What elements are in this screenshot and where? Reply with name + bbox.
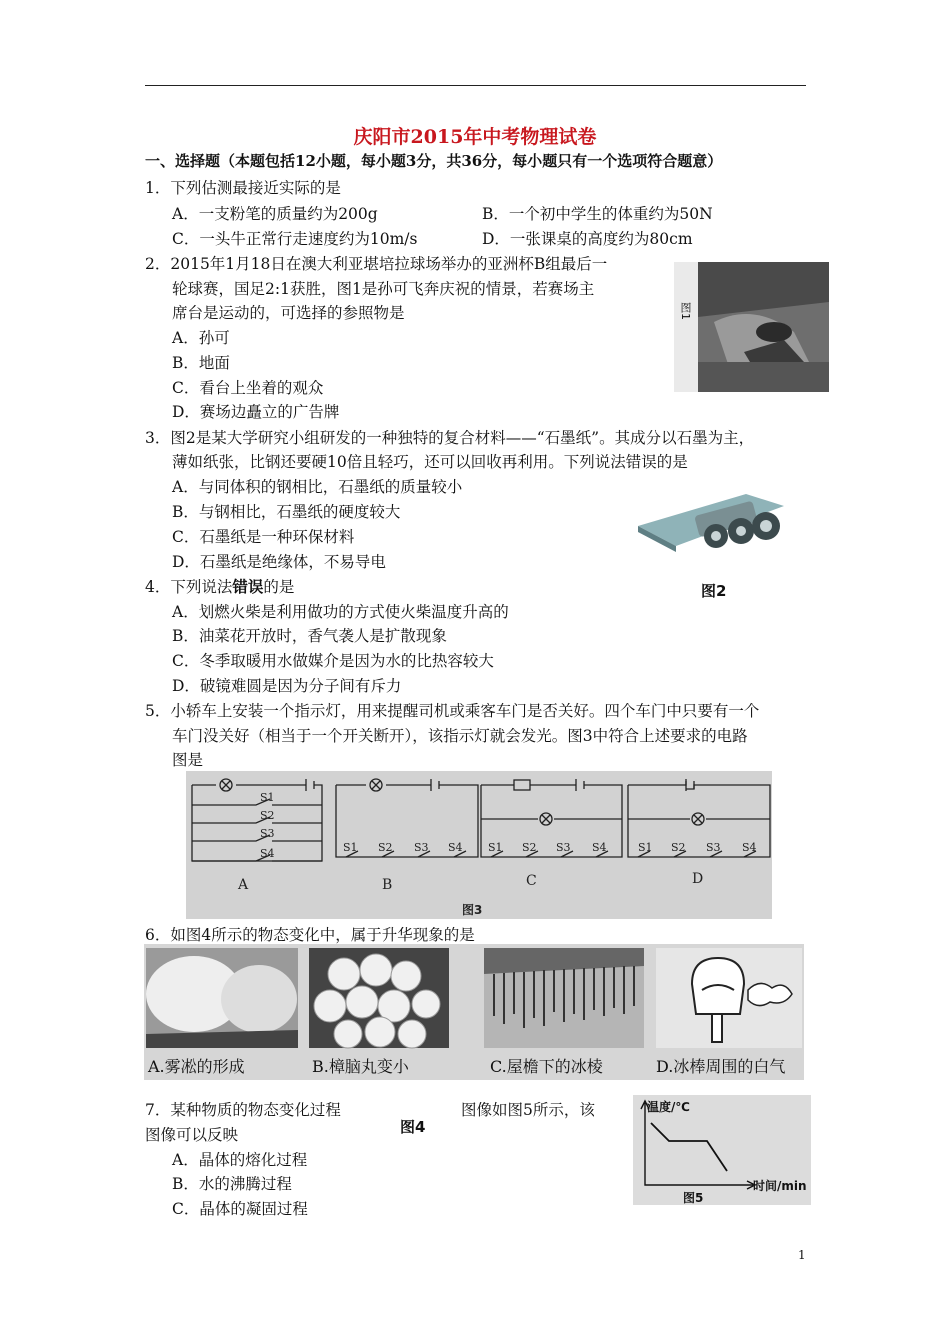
circuit-c-switch-label: S3 — [556, 841, 571, 854]
circuit-b-switch-label: S1 — [343, 841, 358, 854]
header-rule — [145, 85, 806, 86]
q4-stem: 4．下列说法错误的是 — [145, 577, 295, 596]
q4-option-c: C．冬季取暖用水做媒介是因为水的比热容较大 — [172, 652, 494, 670]
q5-line3: 图是 — [172, 751, 204, 769]
q1-option-d: D．一张课桌的高度约为80cm — [482, 230, 693, 248]
figure4-caption-b: B.樟脑丸变小 — [312, 1057, 409, 1076]
q7-option-c: C．晶体的凝固过程 — [172, 1200, 308, 1218]
figure4-caption-c: C.屋檐下的冰棱 — [490, 1057, 603, 1076]
circuit-d-switch-label: S4 — [742, 841, 757, 854]
q7-line2: 图像可以反映 — [145, 1126, 239, 1144]
figure5-graph — [633, 1095, 811, 1205]
figure2-graphite-rolls — [636, 486, 786, 566]
circuit-b-label: B — [382, 877, 393, 893]
figure5-caption: 图5 — [683, 1191, 704, 1205]
page-number: 1 — [798, 1248, 806, 1262]
q4-option-b: B．油菜花开放时，香气袭人是扩散现象 — [172, 627, 447, 645]
q2-option-a: A．孙可 — [172, 329, 230, 347]
circuit-b-switch-label: S2 — [378, 841, 393, 854]
graph-y-label: 温度/℃ — [647, 1100, 690, 1114]
figure3-circuits — [186, 771, 772, 919]
graph-x-label: 时间/min — [753, 1179, 807, 1193]
q7-option-b: B．水的沸腾过程 — [172, 1175, 292, 1193]
figure3-caption: 图3 — [462, 903, 483, 917]
q7-line1b: 图像如图5所示，该 — [461, 1101, 595, 1119]
q6-stem: 6．如图4所示的物态变化中，属于升华现象的是 — [145, 926, 475, 944]
figure2-caption: 图2 — [701, 582, 727, 600]
q1-option-c: C．一头牛正常行走速度约为10m/s — [172, 230, 418, 248]
circuit-a-label: A — [238, 877, 249, 893]
q2-line3: 席台是运动的，可选择的参照物是 — [172, 304, 405, 322]
q3-option-a: A．与同体积的钢相比，石墨纸的质量较小 — [172, 478, 463, 496]
figure4-caption-a: A.雾凇的形成 — [148, 1057, 245, 1076]
circuit-a-switch-label: S1 — [260, 791, 275, 804]
circuit-c-switch-label: S1 — [488, 841, 503, 854]
circuit-d-label: D — [692, 871, 704, 887]
q2-option-b: B．地面 — [172, 354, 230, 372]
circuit-d-switch-label: S2 — [671, 841, 686, 854]
q2-option-d: D．赛场边矗立的广告牌 — [172, 403, 340, 421]
page-title: 庆阳市2015年中考物理试卷 — [353, 126, 597, 148]
circuit-a-switch-label: S4 — [260, 847, 275, 860]
q4-option-a: A．划燃火柴是利用做功的方式使火柴温度升高的 — [172, 603, 509, 621]
circuit-b-switch-label: S4 — [448, 841, 463, 854]
q1-option-a: A．一支粉笔的质量约为200g — [172, 205, 378, 223]
circuit-a-switch-label: S2 — [260, 809, 275, 822]
figure1-photo — [674, 262, 829, 392]
circuit-a — [192, 779, 322, 861]
q2-line2: 轮球赛，国足2:1获胜，图1是孙可飞奔庆祝的情景，若赛场主 — [172, 280, 595, 298]
circuit-c-switch-label: S4 — [592, 841, 607, 854]
circuit-d-switch-label: S1 — [638, 841, 653, 854]
circuit-a-switch-label: S3 — [260, 827, 275, 840]
q3-option-c: C．石墨纸是一种环保材料 — [172, 528, 355, 546]
figure4-caption: 图4 — [400, 1118, 426, 1136]
q2-line1: 2．2015年1月18日在澳大利亚堪培拉球场举办的亚洲杯B组最后一 — [145, 255, 608, 273]
circuit-c-switch-label: S2 — [522, 841, 537, 854]
circuit-b-switch-label: S3 — [414, 841, 429, 854]
q7-line1a: 7．某种物质的物态变化过程 — [145, 1101, 341, 1119]
figure1-label: 图1 — [679, 302, 692, 320]
figure4-photos — [144, 944, 804, 1080]
q1-option-b: B．一个初中学生的体重约为50N — [482, 205, 713, 223]
q3-option-d: D．石墨纸是绝缘体，不易导电 — [172, 553, 386, 571]
circuit-d-switch-label: S3 — [706, 841, 721, 854]
q4-stem-emphasis: 错误 — [232, 577, 264, 596]
q3-line1: 3．图2是某大学研究小组研发的一种独特的复合材料——“石墨纸”。其成分以石墨为主， — [145, 429, 755, 447]
q5-line2: 车门没关好（相当于一个开关断开），该指示灯就会发光。图3中符合上述要求的电路 — [172, 727, 748, 745]
section-heading: 一、选择题（本题包括12小题，每小题3分，共36分，每小题只有一个选项符合题意） — [145, 152, 723, 170]
q2-option-c: C．看台上坐着的观众 — [172, 379, 324, 397]
figure4-caption-d: D.冰棒周围的白气 — [656, 1057, 786, 1076]
q1-stem: 1．下列估测最接近实际的是 — [145, 179, 341, 197]
circuit-c-label: C — [526, 873, 537, 889]
q3-line2: 薄如纸张，比钢还要硬10倍且轻巧，还可以回收再利用。下列说法错误的是 — [172, 453, 688, 471]
q3-option-b: B．与钢相比，石墨纸的硬度较大 — [172, 503, 401, 521]
q5-line1: 5．小轿车上安装一个指示灯，用来提醒司机或乘客车门是否关好。四个车门中只要有一个 — [145, 702, 760, 720]
q4-option-d: D．破镜难圆是因为分子间有斥力 — [172, 677, 402, 695]
q7-option-a: A．晶体的熔化过程 — [172, 1151, 308, 1169]
